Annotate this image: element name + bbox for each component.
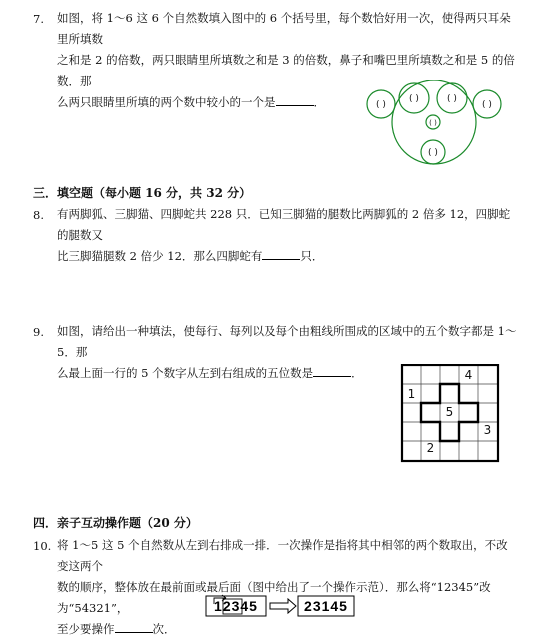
mouth-paren: ( ) xyxy=(428,148,438,158)
text-line: 如图，请给出一种填法，使每行、每列以及每个由粗线所围成的区域中的五个数字都是 1～5．那 xyxy=(57,324,517,359)
text-line: 有两脚狐、三脚猫、四脚蛇共 228 只．已知三脚猫的腿数比两脚狐的 2 倍多 12，四脚蛇的腿数又 xyxy=(57,207,511,242)
grid-cell: 4 xyxy=(464,368,473,382)
text-segment: ． xyxy=(313,95,325,109)
grid-cell: 3 xyxy=(483,423,492,437)
before-sequence: 12345 xyxy=(214,598,258,614)
text-line: 如图，将 1～6 这 6 个自然数填入图中的 6 个括号里，每个数恰好用一次，使得两只耳朵里所填数 xyxy=(57,11,511,46)
right-eye-paren: ( ) xyxy=(447,94,457,104)
face-figure xyxy=(360,80,510,172)
text-line: 数的顺序，整体放在最前面或最后面（图中给出了一个操作示范）．那么将“12345”改为“54321”， xyxy=(57,580,491,615)
grid-cell: 5 xyxy=(445,405,454,419)
right-ear-paren: ( ) xyxy=(482,100,492,110)
text-segment: 次． xyxy=(152,622,176,636)
text-segment: 比三脚猫腿数 2 倍少 12．那么四脚蛇有 xyxy=(57,249,263,263)
question-number: 7. xyxy=(33,12,44,26)
text-line: 之和是 2 的倍数，两只眼睛里所填数之和是 3 的倍数，鼻子和嘴巴里所填数之和是 5 的倍数．那 xyxy=(57,53,515,88)
text-line xyxy=(57,619,517,640)
text-segment: 只． xyxy=(300,249,324,263)
after-sequence: 23145 xyxy=(304,598,348,614)
question-number: 8. xyxy=(33,208,44,222)
text-line xyxy=(57,246,517,267)
question-text xyxy=(57,204,517,267)
answer-blank[interactable] xyxy=(115,620,153,633)
text-segment: 么最上面一行的 5 个数字从左到右组成的五位数是 xyxy=(57,366,314,380)
answer-blank[interactable] xyxy=(313,364,351,377)
section-4-title: 四．亲子互动操作题（20 分） xyxy=(33,516,198,530)
question-number: 10. xyxy=(33,539,52,553)
grid-cell: 1 xyxy=(407,387,416,401)
answer-blank[interactable] xyxy=(276,93,314,106)
operation-demo xyxy=(200,592,360,622)
question-number: 9. xyxy=(33,325,44,339)
text-line: 将 1～5 这 5 个自然数从左到右排成一排．一次操作是指将其中相邻的两个数取出，不改变这两个 xyxy=(57,538,508,573)
number-grid xyxy=(400,364,500,464)
left-ear-paren: ( ) xyxy=(376,100,386,110)
left-eye-paren: ( ) xyxy=(409,94,419,104)
text-segment: 么两只眼睛里所填的两个数中较小的一个是 xyxy=(57,95,276,109)
nose-paren: ( ) xyxy=(429,119,437,127)
question-text xyxy=(57,535,517,640)
text-segment: ． xyxy=(351,366,363,380)
text-segment: 至少要操作 xyxy=(57,622,115,636)
grid-cell: 2 xyxy=(426,441,435,455)
section-3-title: 三．填空题（每小题 16 分，共 32 分） xyxy=(33,186,252,200)
right-arrow-icon xyxy=(270,599,296,613)
answer-blank[interactable] xyxy=(262,247,300,260)
